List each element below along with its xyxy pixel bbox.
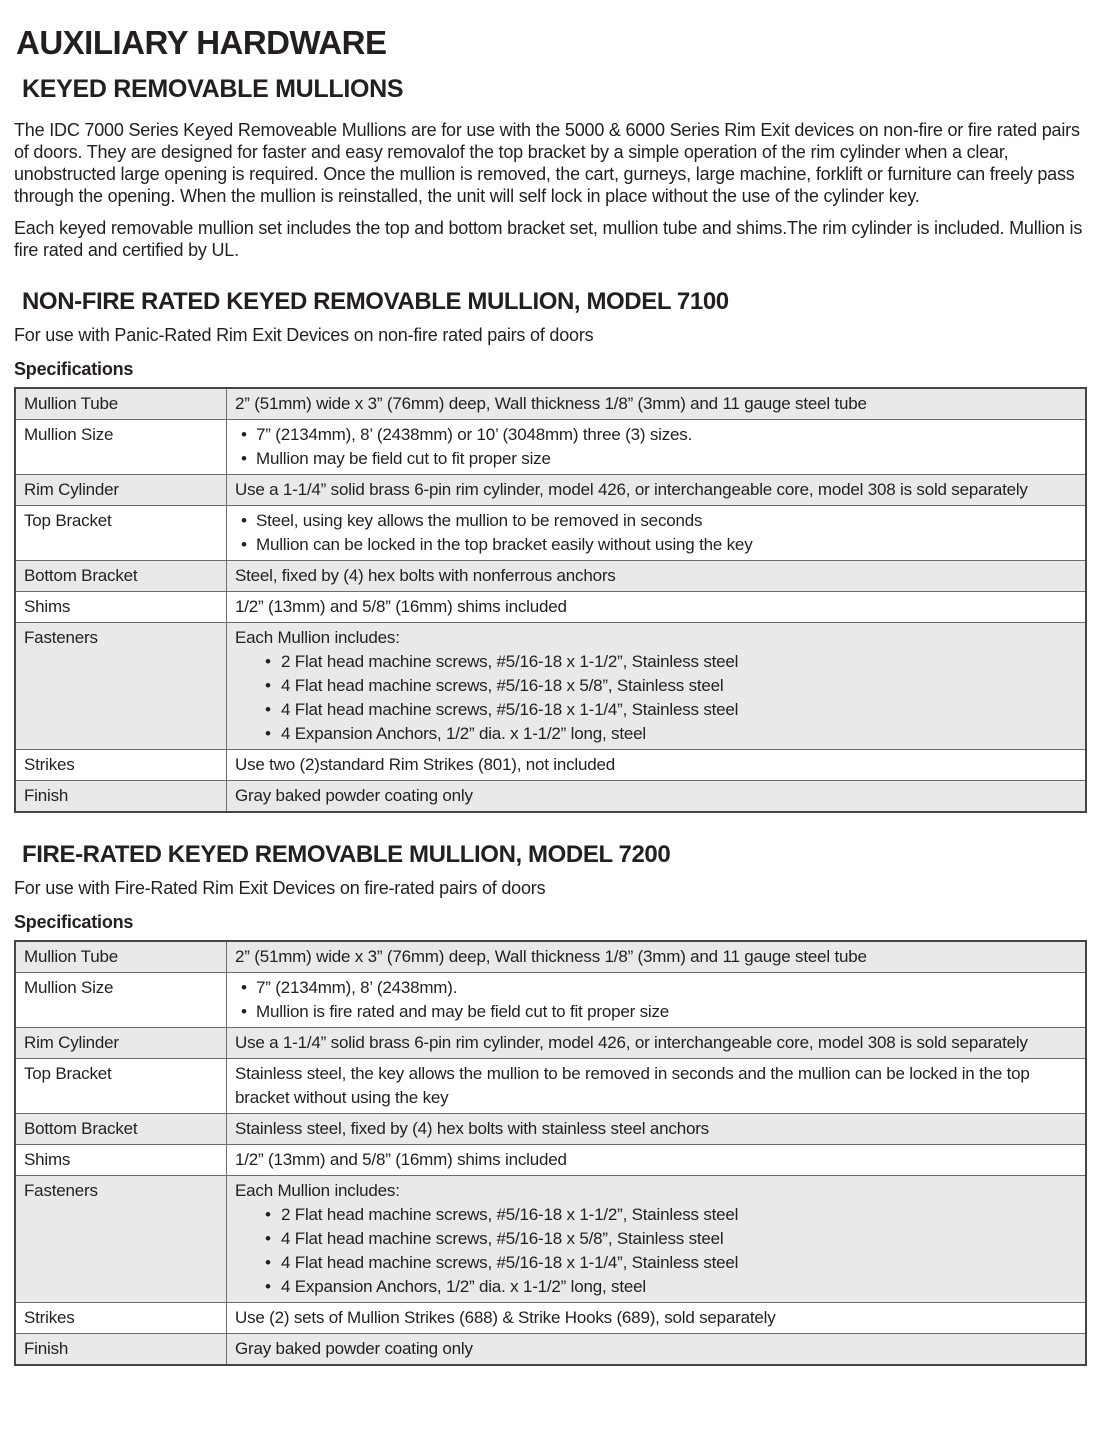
spec-label-cell: Finish xyxy=(15,781,227,813)
bullet-item: • Mullion is fire rated and may be field cut to fit proper size xyxy=(235,1000,1077,1024)
cell-line: Each Mullion includes: xyxy=(235,1181,400,1200)
bullet-item: • 7” (2134mm), 8’ (2438mm). xyxy=(235,976,1077,1000)
spec-label-cell: Finish xyxy=(15,1334,227,1366)
spec-label-cell: Rim Cylinder xyxy=(15,475,227,506)
spec-label-cell: Mullion Tube xyxy=(15,941,227,973)
table-row-finish xyxy=(15,781,1086,813)
spec-label-cell: Top Bracket xyxy=(15,1059,227,1114)
table-row-mullion-tube xyxy=(15,388,1086,420)
table-row-bottom-bracket xyxy=(15,561,1086,592)
table-row-shims xyxy=(15,592,1086,623)
table-row-finish xyxy=(15,1334,1086,1366)
spec-value-cell: 1/2” (13mm) and 5/8” (16mm) shims included xyxy=(227,592,1087,623)
spec-value-cell: Use (2) sets of Mullion Strikes (688) & Strike Hooks (689), sold separately xyxy=(227,1303,1087,1334)
spec-label-cell: Rim Cylinder xyxy=(15,1028,227,1059)
spec-value-cell xyxy=(227,506,1087,561)
table-row-shims xyxy=(15,1145,1086,1176)
section-subheading-7200: For use with Fire-Rated Rim Exit Devices on fire-rated pairs of doors xyxy=(14,878,546,898)
spec-value-cell: 1/2” (13mm) and 5/8” (16mm) shims included xyxy=(227,1145,1087,1176)
section-subheading-7100: For use with Panic-Rated Rim Exit Devices on non-fire rated pairs of doors xyxy=(14,325,594,345)
table-row-strikes xyxy=(15,1303,1086,1334)
bullet-item: • 4 Flat head machine screws, #5/16-18 x 1-1/4”, Stainless steel xyxy=(235,1251,1077,1275)
spec-label-cell: Mullion Tube xyxy=(15,388,227,420)
bullet-item: • 4 Expansion Anchors, 1/2” dia. x 1-1/2” long, steel xyxy=(235,722,1077,746)
spec-value-cell: Gray baked powder coating only xyxy=(227,781,1087,813)
spec-label-cell: Strikes xyxy=(15,750,227,781)
spec-value-cell xyxy=(227,1176,1087,1303)
bullet-item: • 2 Flat head machine screws, #5/16-18 x 1-1/2”, Stainless steel xyxy=(235,1203,1077,1227)
spec-label-cell: Shims xyxy=(15,592,227,623)
intro-paragraph-2: Each keyed removable mullion set includes the top and bottom bracket set, mullion tube and shims.The rim cylinder is included. Mullion is fire rated and certified by UL. xyxy=(14,218,1083,260)
spec-label-cell: Mullion Size xyxy=(15,973,227,1028)
spec-label-cell: Fasteners xyxy=(15,1176,227,1303)
table-row-rim-cylinder xyxy=(15,475,1086,506)
bullet-item: • Mullion can be locked in the top bracket easily without using the key xyxy=(235,533,1077,557)
page-subtitle: KEYED REMOVABLE MULLIONS xyxy=(22,75,404,103)
table-row-fasteners xyxy=(15,1176,1086,1303)
spec-value-cell: Use a 1-1/4” solid brass 6-pin rim cylinder, model 426, or interchangeable core, model 308 is sold separately xyxy=(227,1028,1087,1059)
table-row-top-bracket xyxy=(15,506,1086,561)
spec-label-cell: Bottom Bracket xyxy=(15,1114,227,1145)
bullet-item: • 4 Flat head machine screws, #5/16-18 x 5/8”, Stainless steel xyxy=(235,1227,1077,1251)
table-row-rim-cylinder xyxy=(15,1028,1086,1059)
bullet-item: • 4 Flat head machine screws, #5/16-18 x 5/8”, Stainless steel xyxy=(235,674,1077,698)
section-heading-7200: FIRE-RATED KEYED REMOVABLE MULLION, MODEL 7200 xyxy=(22,841,671,868)
section-model-7100 xyxy=(14,288,1087,813)
spec-value-cell: Stainless steel, the key allows the mullion to be removed in seconds and the mullion can be locked in the top bracket without using the key xyxy=(227,1059,1087,1114)
spec-value-cell xyxy=(227,973,1087,1028)
table-row-mullion-size xyxy=(15,973,1086,1028)
table-row-mullion-size xyxy=(15,420,1086,475)
page-title: AUXILIARY HARDWARE xyxy=(16,24,387,61)
spec-label-cell: Strikes xyxy=(15,1303,227,1334)
spec-table-7100 xyxy=(14,387,1087,813)
table-row-bottom-bracket xyxy=(15,1114,1086,1145)
spec-label-cell: Fasteners xyxy=(15,623,227,750)
spec-table-7200 xyxy=(14,940,1087,1366)
specifications-label-7200: Specifications xyxy=(14,912,134,932)
section-model-7200 xyxy=(14,841,1087,1366)
section-heading-7100: NON-FIRE RATED KEYED REMOVABLE MULLION, MODEL 7100 xyxy=(22,288,729,315)
specifications-label-7100: Specifications xyxy=(14,359,134,379)
spec-label-cell: Shims xyxy=(15,1145,227,1176)
spec-value-cell: Use two (2)standard Rim Strikes (801), not included xyxy=(227,750,1087,781)
spec-value-cell: Gray baked powder coating only xyxy=(227,1334,1087,1366)
bullet-item: • 7” (2134mm), 8’ (2438mm) or 10’ (3048mm) three (3) sizes. xyxy=(235,423,1077,447)
spec-label-cell: Top Bracket xyxy=(15,506,227,561)
bullet-item: • Steel, using key allows the mullion to be removed in seconds xyxy=(235,509,1077,533)
bullet-item: • 4 Flat head machine screws, #5/16-18 x 1-1/4”, Stainless steel xyxy=(235,698,1077,722)
spec-value-cell: 2” (51mm) wide x 3” (76mm) deep, Wall thickness 1/8” (3mm) and 11 gauge steel tube xyxy=(227,388,1087,420)
table-row-top-bracket xyxy=(15,1059,1086,1114)
table-row-mullion-tube xyxy=(15,941,1086,973)
spec-value-cell xyxy=(227,420,1087,475)
spec-value-cell: Stainless steel, fixed by (4) hex bolts with stainless steel anchors xyxy=(227,1114,1087,1145)
table-row-fasteners xyxy=(15,623,1086,750)
bullet-item: • 4 Expansion Anchors, 1/2” dia. x 1-1/2” long, steel xyxy=(235,1275,1077,1299)
table-row-strikes xyxy=(15,750,1086,781)
cell-line: Each Mullion includes: xyxy=(235,628,400,647)
bullet-item: • Mullion may be field cut to fit proper size xyxy=(235,447,1077,471)
spec-value-cell xyxy=(227,623,1087,750)
intro-paragraph-1: The IDC 7000 Series Keyed Removeable Mullions are for use with the 5000 & 6000 Series Rim Exit devices on non-fire or fire rated pairs of doors. They are designed for faster and easy removalof the top bracket by a simple operation of the rim cylinder when a clear, unobstructed large opening is required. Once the mullion is removed, the cart, gurneys, large machine, forklift or furniture can freely pass through the opening. When the mullion is reinstalled, the unit will self lock in place without the use of the cylinder key. xyxy=(14,120,1080,206)
spec-value-cell: Steel, fixed by (4) hex bolts with nonferrous anchors xyxy=(227,561,1087,592)
spec-label-cell: Mullion Size xyxy=(15,420,227,475)
spec-value-cell: Use a 1-1/4” solid brass 6-pin rim cylinder, model 426, or interchangeable core, model 308 is sold separately xyxy=(227,475,1087,506)
spec-value-cell: 2” (51mm) wide x 3” (76mm) deep, Wall thickness 1/8” (3mm) and 11 gauge steel tube xyxy=(227,941,1087,973)
bullet-item: • 2 Flat head machine screws, #5/16-18 x 1-1/2”, Stainless steel xyxy=(235,650,1077,674)
spec-label-cell: Bottom Bracket xyxy=(15,561,227,592)
